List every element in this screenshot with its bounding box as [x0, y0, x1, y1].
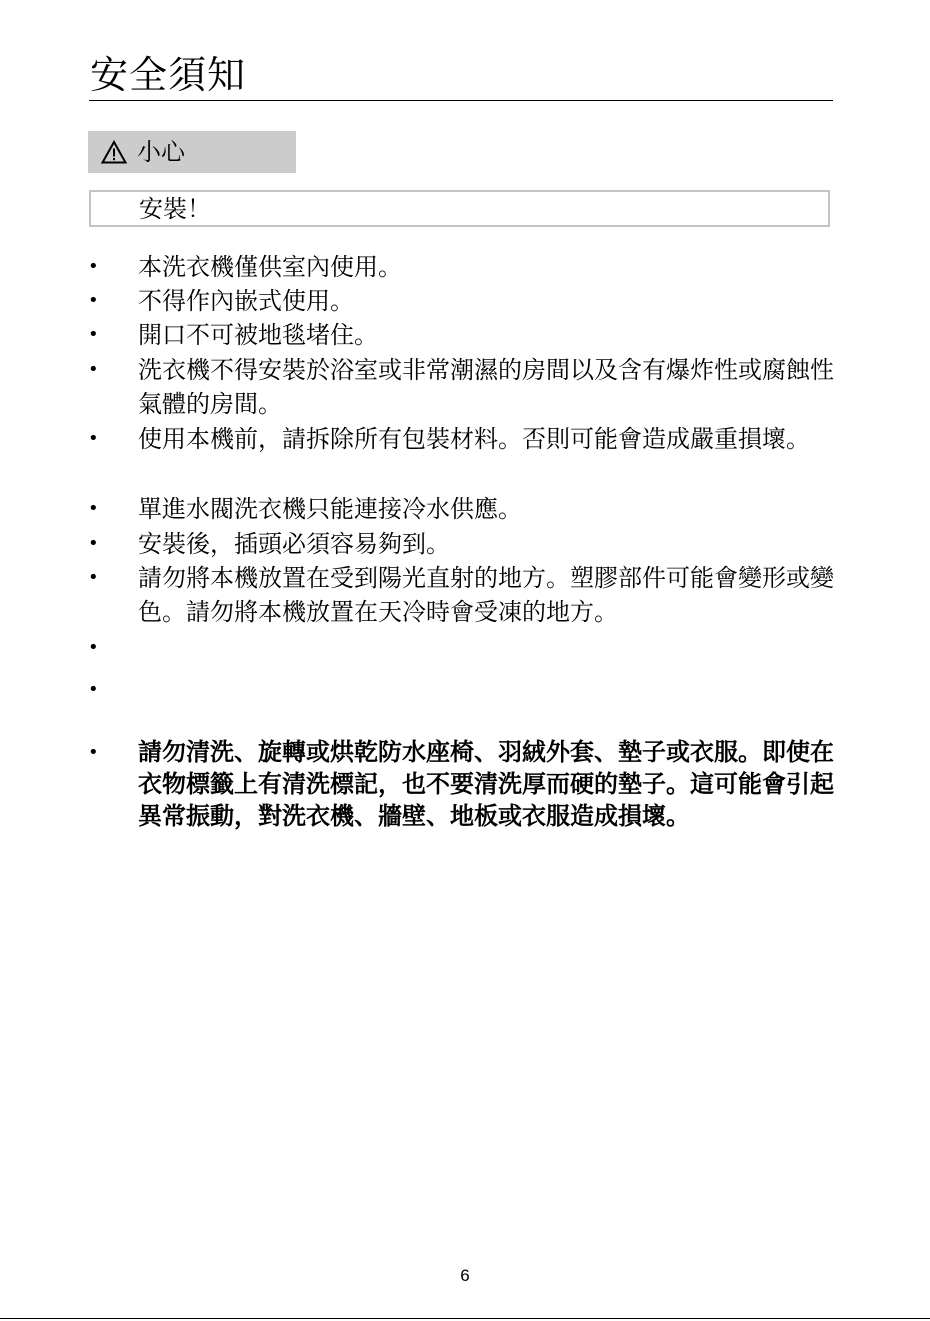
bullet-text: 本洗衣機僅供室內使用。 — [138, 253, 402, 281]
page-title: 安全須知 — [90, 53, 247, 97]
bullet-marker: • — [88, 359, 99, 380]
bullet-text: 請勿將本機放置在受到陽光直射的地方。塑膠部件可能會變形或變色。請勿將本機放置在天冷時會受凍的地方。 — [138, 564, 834, 626]
caution-label: 小心 — [137, 138, 185, 166]
bullet-text: 安裝後，插頭必須容易夠到。 — [138, 530, 450, 558]
bullet-text: 使用本機前，請拆除所有包裝材料。否則可能會造成嚴重損壞。 — [138, 425, 810, 453]
title-underline — [89, 100, 833, 101]
caution-badge — [88, 131, 296, 173]
bullet-text: 開口不可被地毯堵住。 — [138, 321, 378, 349]
bullet-marker: • — [88, 324, 99, 345]
page-number: 6 — [460, 1266, 470, 1285]
bullet-marker: • — [88, 290, 99, 311]
bullet-text: 洗衣機不得安裝於浴室或非常潮濕的房間以及含有爆炸性或腐蝕性氣體的房間。 — [138, 356, 834, 418]
bullet-marker: • — [88, 679, 99, 700]
section-label: 安裝！ — [139, 195, 211, 223]
bottom-rule — [0, 1318, 930, 1319]
bullet-marker: • — [88, 742, 99, 763]
warning-triangle-icon — [101, 140, 127, 164]
bullet-marker: • — [88, 498, 99, 519]
bullet-text: 單進水閥洗衣機只能連接冷水供應。 — [138, 495, 522, 523]
section-header-box — [89, 190, 830, 227]
bullet-text: 請勿清洗、旋轉或烘乾防水座椅、羽絨外套、墊子或衣服。即使在衣物標籤上有清洗標記，也不要清洗厚而硬的墊子。這可能會引起異常振動，對洗衣機、牆壁、地板或衣服造成損壞。 — [138, 738, 834, 830]
bullet-marker: • — [88, 533, 99, 554]
bullet-marker: • — [88, 567, 99, 588]
bullet-marker: • — [88, 428, 99, 449]
bullet-marker: • — [88, 637, 99, 658]
bullet-marker: • — [88, 256, 99, 277]
bullet-text: 不得作內嵌式使用。 — [138, 287, 354, 315]
